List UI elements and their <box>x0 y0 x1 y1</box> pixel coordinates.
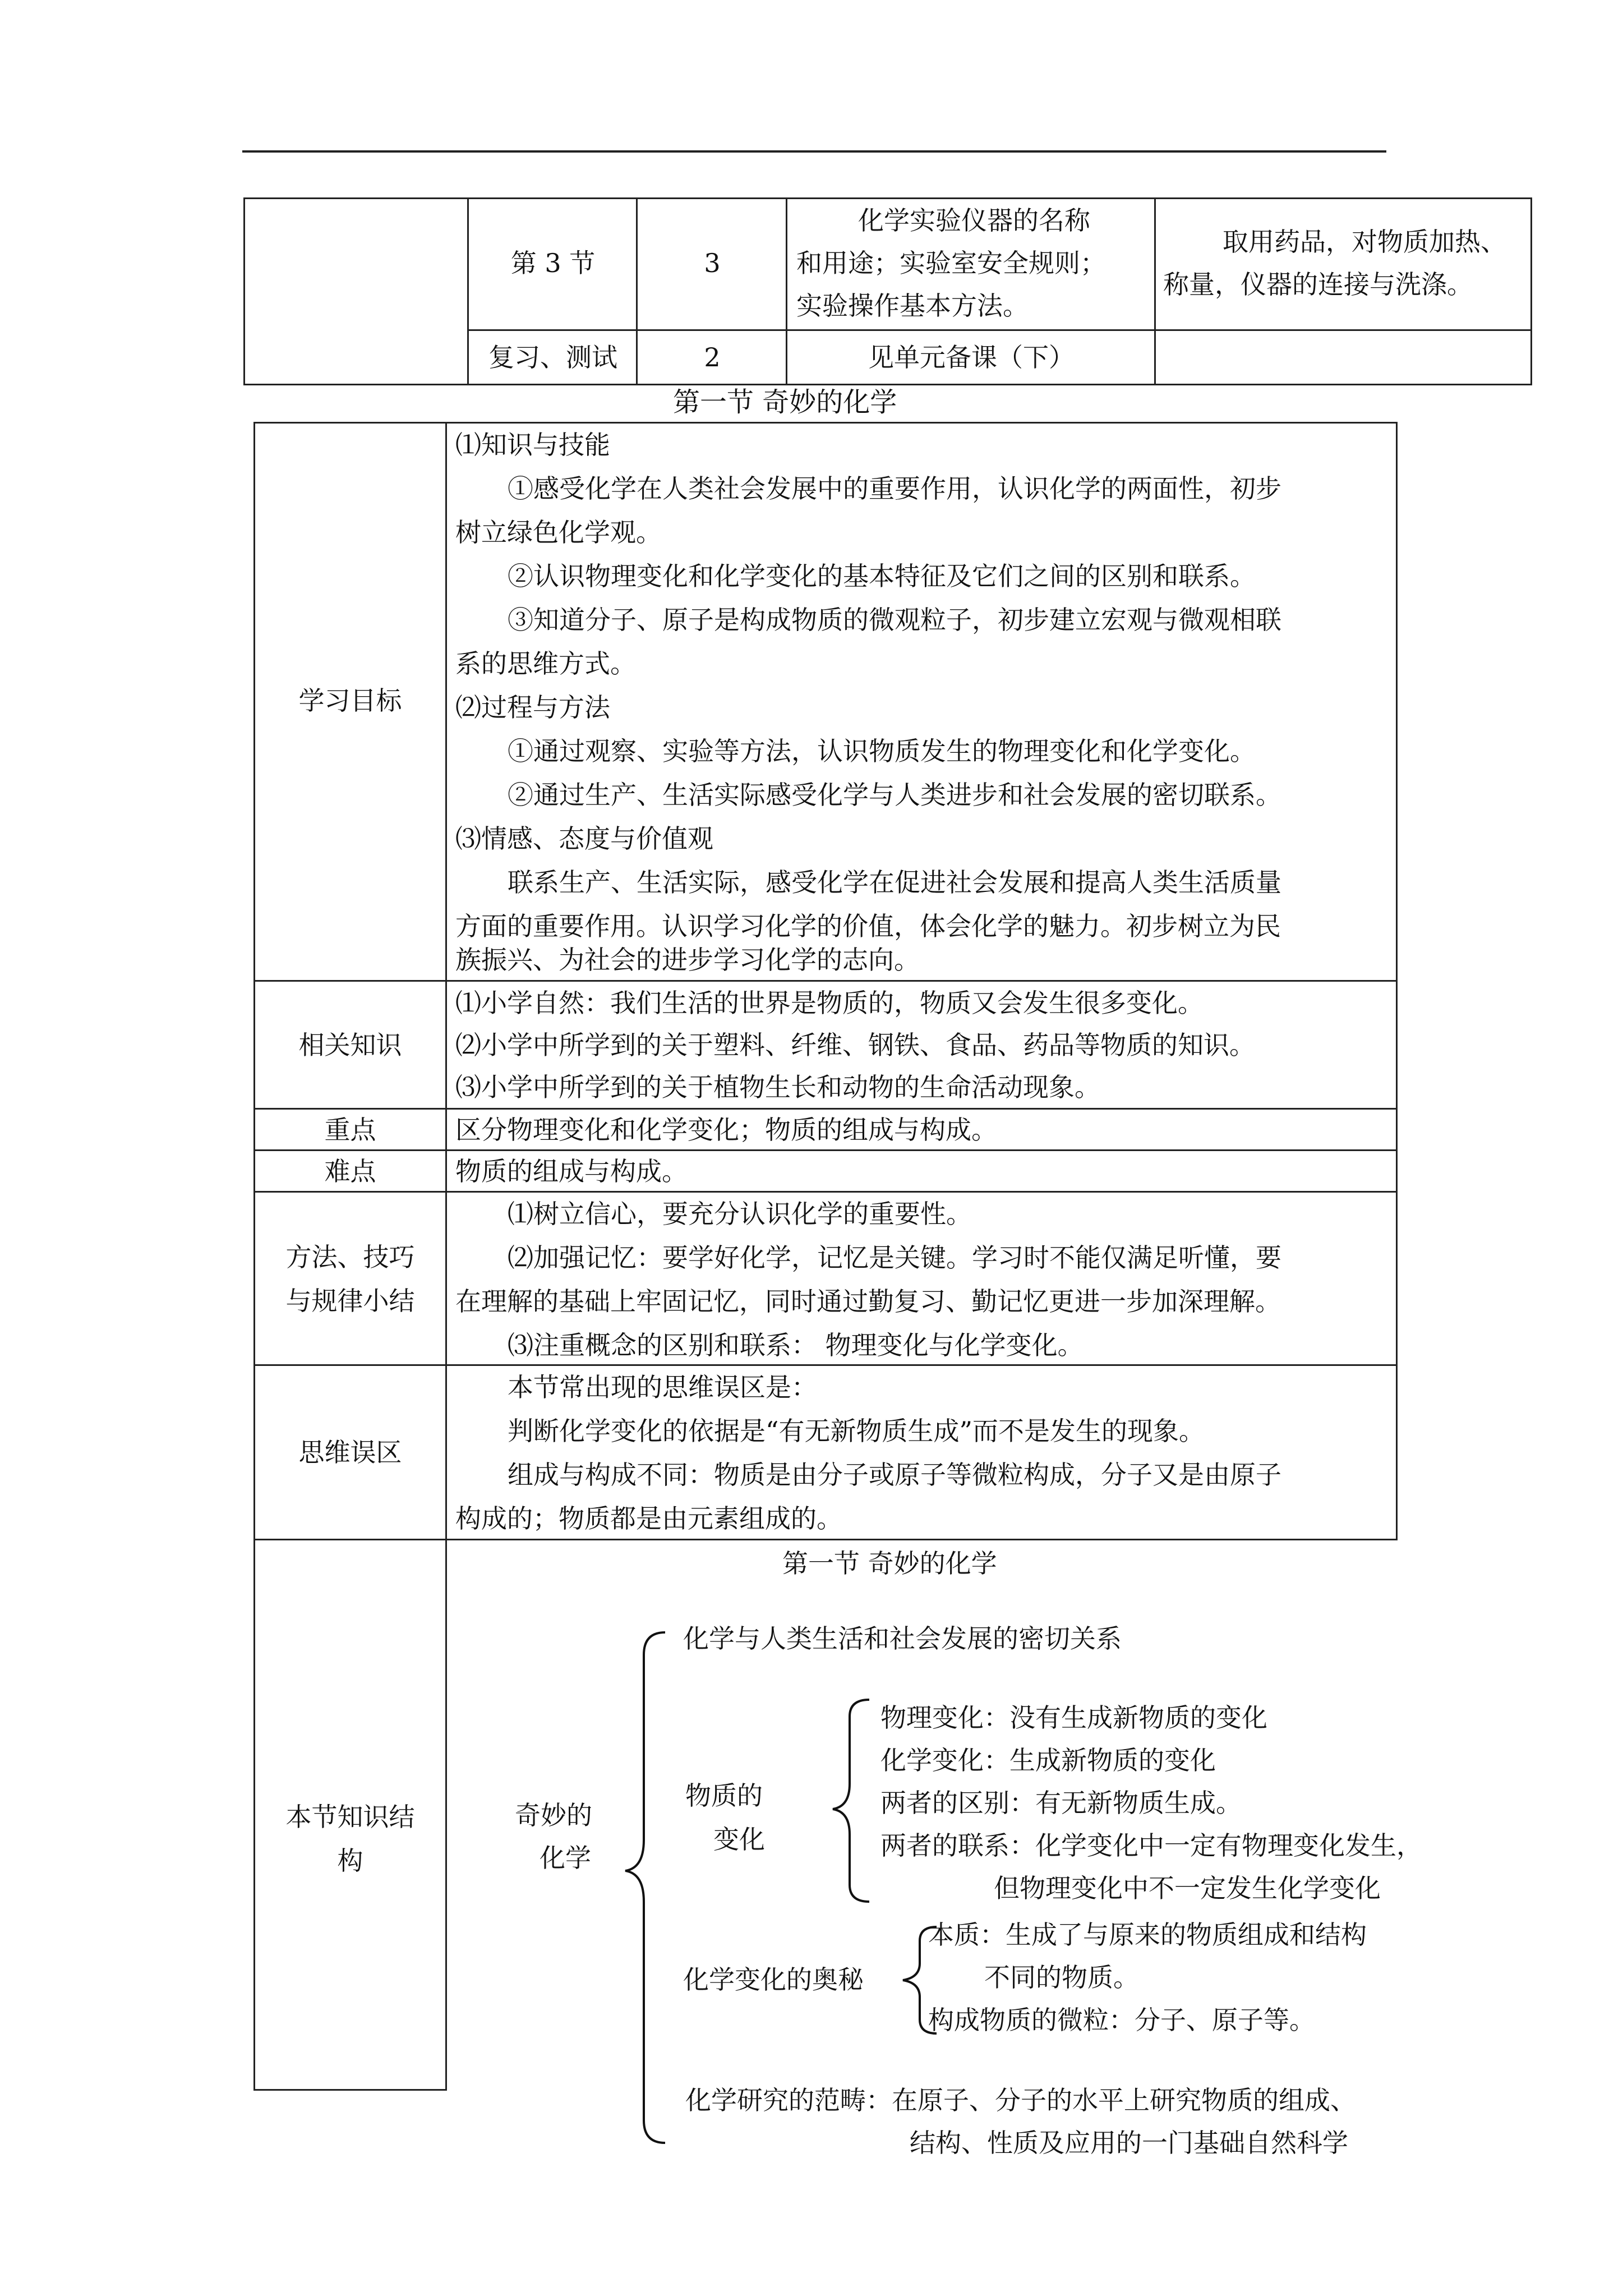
goal-line: ⑶情感、态度与价值观 <box>455 823 713 854</box>
content-line: 见单元备课（下） <box>868 342 1075 372</box>
error-line: 构成的；物质都是由元素组成的。 <box>455 1503 842 1534</box>
main-brace <box>625 1632 665 2143</box>
error-line: 组成与构成不同：物质是由分子或原子等微粒构成，分子又是由原子 <box>508 1460 1281 1490</box>
section-label: 第 3 节 <box>510 248 596 278</box>
goal-line: ⑵过程与方法 <box>455 692 610 723</box>
change-item: 两者的联系：化学变化中一定有物理变化发生， <box>880 1830 1422 1861</box>
goal-line: ②通过生产、生活实际感受化学与人类进步和社会发展的密切联系。 <box>508 780 1281 810</box>
branch-society: 化学与人类生活和社会发展的密切关系 <box>683 1623 1122 1654</box>
mystery-item: 不同的物质。 <box>984 1962 1139 1993</box>
change-item: 物理变化：没有生成新物质的变化 <box>880 1703 1267 1733</box>
method-line: 在理解的基础上牢固记忆，同时通过勤复习、勤记忆更进一步加深理解。 <box>455 1286 1281 1317</box>
branch-scope: 结构、性质及应用的一门基础自然科学 <box>910 2128 1348 2158</box>
row-label-structure: 构 <box>337 1846 363 1876</box>
method-line: ⑶注重概念的区别和联系： 物理变化与化学变化。 <box>508 1330 1083 1360</box>
related-line: ⑵小学中所学到的关于塑料、纤维、钢铁、食品、药品等物质的知识。 <box>455 1030 1255 1060</box>
hours-value: 2 <box>704 342 721 372</box>
row-label-key: 重点 <box>324 1115 376 1145</box>
mystery-item: 构成物质的微粒：分子、原子等。 <box>928 2005 1315 2035</box>
content-line: 和用途；实验室安全规则； <box>796 248 1106 278</box>
skills-line: 取用药品，对物质加热、 <box>1223 227 1506 257</box>
row-label-methods: 方法、技巧 <box>285 1242 415 1272</box>
mystery-item: 本质：生成了与原来的物质组成和结构 <box>928 1920 1367 1950</box>
change-brace <box>833 1700 869 1902</box>
goal-line: ⑴知识与技能 <box>455 430 610 460</box>
goal-line: 族振兴、为社会的进步学习化学的志向。 <box>455 945 920 975</box>
goal-line: 树立绿色化学观。 <box>455 517 662 547</box>
goal-line: 联系生产、生活实际，感受化学在促进社会发展和提高人类生活质量 <box>508 867 1281 898</box>
branch-change: 物质的 <box>685 1780 763 1811</box>
branch-scope: 化学研究的范畴：在原子、分子的水平上研究物质的组成、 <box>685 2085 1356 2115</box>
row-label-related: 相关知识 <box>298 1030 402 1060</box>
structure-title: 第一节 奇妙的化学 <box>782 1548 997 1579</box>
hours-value: 3 <box>704 248 721 278</box>
change-item: 但物理变化中不一定发生化学变化 <box>994 1873 1381 1903</box>
error-line: 判断化学变化的依据是“有无新物质生成”而不是发生的现象。 <box>508 1416 1205 1446</box>
change-item: 两者的区别：有无新物质生成。 <box>880 1788 1242 1818</box>
related-line: ⑶小学中所学到的关于植物生长和动物的生命活动现象。 <box>455 1072 1100 1102</box>
row-label-methods: 与规律小结 <box>285 1286 415 1316</box>
root-node: 奇妙的 <box>515 1800 592 1830</box>
method-line: ⑵加强记忆：要学好化学，记忆是关键。学习时不能仅满足听懂，要 <box>508 1243 1281 1273</box>
change-item: 化学变化：生成新物质的变化 <box>880 1745 1216 1775</box>
row-label-structure: 本节知识结 <box>285 1802 415 1832</box>
row-label-goals: 学习目标 <box>298 685 402 716</box>
section-label: 复习、测试 <box>488 342 617 372</box>
branch-change: 变化 <box>713 1824 765 1855</box>
related-line: ⑴小学自然：我们生活的世界是物质的，物质又会发生很多变化。 <box>455 988 1204 1018</box>
goal-line: ①感受化学在人类社会发展中的重要作用，认识化学的两面性，初步 <box>508 473 1281 504</box>
content-line: 化学实验仪器的名称 <box>858 205 1090 236</box>
difficulty-text: 物质的组成与构成。 <box>455 1156 688 1186</box>
branch-mystery: 化学变化的奥秘 <box>683 1964 864 1995</box>
error-line: 本节常出现的思维误区是： <box>508 1372 817 1402</box>
content-line: 实验操作基本方法。 <box>796 291 1029 321</box>
goal-line: ①通过观察、实验等方法，认识物质发生的物理变化和化学变化。 <box>508 736 1256 766</box>
section-title: 第一节 奇妙的化学 <box>673 386 897 418</box>
key-text: 区分物理变化和化学变化；物质的组成与构成。 <box>455 1115 997 1145</box>
skills-line: 称量，仪器的连接与洗涤。 <box>1163 269 1473 300</box>
row-label-difficulty: 难点 <box>324 1156 376 1186</box>
goal-line: ②认识物理变化和化学变化的基本特征及它们之间的区别和联系。 <box>508 561 1256 591</box>
row-label-errors: 思维误区 <box>298 1437 402 1467</box>
goal-line: 系的思维方式。 <box>455 648 636 679</box>
method-line: ⑴树立信心，要充分认识化学的重要性。 <box>508 1199 972 1229</box>
goal-line: 方面的重要作用。认识学习化学的价值，体会化学的魅力。初步树立为民 <box>455 911 1281 941</box>
goal-line: ③知道分子、原子是构成物质的微观粒子，初步建立宏观与微观相联 <box>508 605 1281 635</box>
root-node: 化学 <box>540 1843 591 1873</box>
